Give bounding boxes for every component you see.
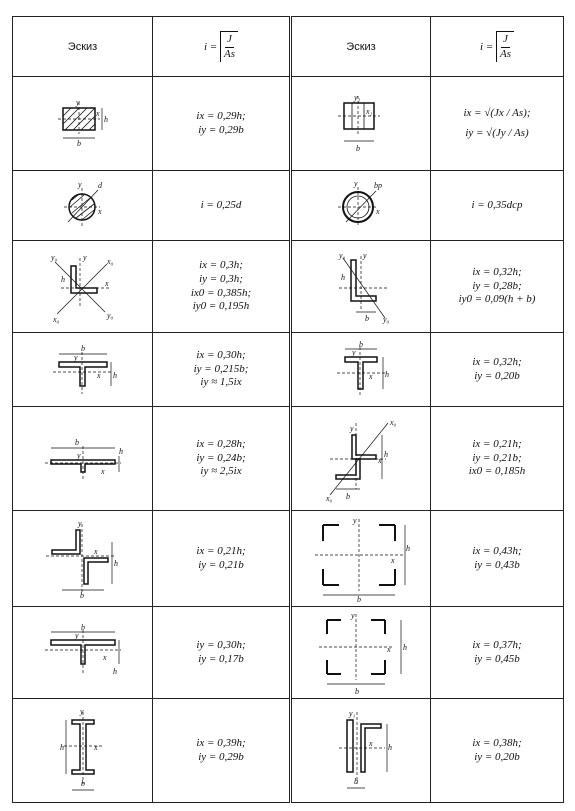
svg-text:y₀: y₀ — [383, 314, 390, 324]
sketch-unequal-angle — [291, 241, 431, 333]
svg-text:y₀: y₀ — [50, 252, 57, 262]
four-angle-tall-icon — [309, 610, 413, 696]
svg-text:b: b — [354, 776, 358, 786]
formula-cell: i = 0,25d — [153, 171, 291, 241]
svg-text:b: b — [357, 594, 361, 603]
sketch-four-angles — [291, 511, 431, 607]
twin-channel-icon — [325, 706, 397, 796]
sketch-rectangle-solid — [13, 77, 153, 171]
sketch-circle-tube — [291, 171, 431, 241]
svg-text:h: h — [341, 272, 345, 282]
svg-text:b: b — [80, 778, 85, 788]
svg-text:y₁: y₁ — [354, 92, 361, 102]
svg-text:x: x — [97, 206, 102, 216]
svg-text:y₀: y₀ — [339, 250, 346, 260]
svg-text:x: x — [387, 644, 391, 654]
table-row — [13, 511, 564, 607]
svg-text:h: h — [113, 558, 118, 568]
sketch-twin-angles-vertical — [13, 699, 153, 803]
svg-text:x: x — [376, 206, 380, 216]
formula-cell: ix = √(Jx / As); iy = √(Jy / As) — [431, 77, 564, 171]
formula-cell: ix = 0,21h; iy = 0,21b — [153, 511, 291, 607]
formula-cell: ix = 0,30h; iy = 0,215b; iy ≈ 1,5ix — [153, 333, 291, 407]
svg-text:h: h — [103, 114, 108, 124]
formula-cell: ix = 0,43h; iy = 0,43b — [431, 511, 564, 607]
twin-angle-vertical-icon — [48, 706, 118, 796]
svg-text:h: h — [388, 742, 392, 752]
sketch-circle-solid — [13, 171, 153, 241]
svg-text:y: y — [352, 347, 356, 357]
svg-text:y: y — [82, 252, 87, 262]
formula-cell: ix = 0,21h; iy = 0,21b; ix0 = 0,185h — [431, 407, 564, 511]
svg-text:h: h — [384, 449, 388, 459]
svg-text:y: y — [351, 610, 355, 620]
table-row — [13, 171, 564, 241]
svg-text:h: h — [60, 274, 65, 284]
svg-text:x: x — [93, 546, 98, 556]
svg-text:y: y — [363, 250, 367, 260]
formula-cell: iy = 0,30h; iy = 0,17b — [153, 607, 291, 699]
sketch-tee-wide — [13, 607, 153, 699]
svg-text:x₀: x₀ — [106, 256, 113, 266]
svg-text:y: y — [350, 423, 354, 433]
svg-text:b: b — [80, 622, 85, 632]
svg-text:bp: bp — [374, 180, 382, 190]
svg-text:h: h — [385, 369, 389, 379]
table-row — [13, 607, 564, 699]
svg-text:x: x — [391, 555, 395, 565]
formula-cell: ix = 0,37h; iy = 0,45b — [431, 607, 564, 699]
svg-text:h: h — [59, 742, 64, 752]
formula-cell: ix = 0,29h; iy = 0,29b — [153, 77, 291, 171]
sketch-tee-section — [13, 333, 153, 407]
svg-text:x: x — [369, 371, 373, 381]
svg-text:x: x — [378, 455, 382, 465]
sketch-rectangle-general — [291, 77, 431, 171]
radius-of-gyration-table — [12, 16, 564, 803]
narrow-tee-section-icon — [323, 339, 399, 401]
svg-text:h: h — [112, 666, 117, 676]
svg-text:x: x — [369, 738, 373, 748]
svg-text:b: b — [74, 437, 79, 447]
four-angle-box-icon — [309, 515, 413, 603]
cross-angles-icon — [42, 518, 124, 600]
wide-tee-icon — [41, 620, 125, 686]
svg-text:h: h — [403, 642, 407, 652]
svg-text:y: y — [353, 515, 357, 525]
table-row — [13, 699, 564, 803]
svg-text:h: h — [112, 370, 117, 380]
formula-cell: i = 0,35dср — [431, 171, 564, 241]
svg-text:x₀: x₀ — [52, 314, 59, 324]
svg-text:x: x — [95, 108, 100, 118]
formula-cell: ix = 0,32h; iy = 0,20b — [431, 333, 564, 407]
formula-cell: ix = 0,28h; iy = 0,24b; iy ≈ 2,5ix — [153, 407, 291, 511]
cruciform-angle-icon — [316, 413, 406, 505]
svg-text:b: b — [79, 590, 84, 600]
svg-text:b: b — [346, 491, 350, 501]
svg-text:x: x — [96, 370, 101, 380]
svg-text:y: y — [76, 450, 81, 460]
svg-text:y: y — [74, 630, 79, 640]
svg-text:h: h — [406, 543, 410, 553]
svg-text:b: b — [355, 686, 359, 696]
sketch-double-angle-tee — [13, 407, 153, 511]
svg-text:x₀: x₀ — [390, 417, 397, 427]
svg-text:y: y — [79, 706, 84, 716]
tube-section-icon — [326, 178, 396, 234]
svg-text:y: y — [75, 97, 80, 107]
rectangle-section-icon — [48, 94, 118, 154]
table-row — [13, 407, 564, 511]
svg-text:y₁: y₁ — [349, 708, 356, 718]
sketch-four-angles-tall — [291, 607, 431, 699]
svg-text:b: b — [80, 343, 85, 353]
svg-text:y₀: y₀ — [106, 310, 113, 320]
double-angle-tee-icon — [41, 434, 125, 484]
formula-cell: ix = 0,38h; iy = 0,20b — [431, 699, 564, 803]
sketch-tee-section-narrow — [291, 333, 431, 407]
svg-text:x₀: x₀ — [326, 493, 333, 503]
header-row — [13, 17, 564, 77]
equal-angle-icon — [43, 248, 123, 326]
table-row — [13, 241, 564, 333]
svg-text:x: x — [93, 742, 98, 752]
svg-text:b: b — [76, 138, 81, 148]
svg-text:y: y — [354, 178, 358, 188]
unequal-angle-icon — [321, 248, 401, 326]
formula-cell: ix = 0,39h; iy = 0,29b — [153, 699, 291, 803]
table-row — [13, 333, 564, 407]
sketch-cross-angles — [13, 511, 153, 607]
formula-header-right: i = $\frac{J}{As}$ — [431, 17, 564, 77]
svg-text:y: y — [73, 352, 78, 362]
svg-text:d: d — [97, 180, 102, 190]
svg-text:y: y — [77, 518, 82, 528]
svg-text:x: x — [104, 278, 109, 288]
svg-text:x₁: x₁ — [366, 106, 373, 116]
sketch-header-right: Эскиз — [291, 17, 431, 77]
svg-text:b: b — [365, 313, 369, 323]
formula-cell: ix = 0,3h; iy = 0,3h; ix0 = 0,385h; iy0 = 0,195h — [153, 241, 291, 333]
tee-section-icon — [45, 340, 121, 400]
formula-header-left: i = $\frac{J}{As}$ — [153, 17, 291, 77]
svg-text:x: x — [100, 466, 105, 476]
solid-circle-icon — [48, 178, 118, 234]
general-section-icon — [326, 91, 396, 157]
svg-text:b: b — [359, 339, 363, 349]
sketch-twin-channels — [291, 699, 431, 803]
sketch-header-left: Эскиз — [13, 17, 153, 77]
table-row — [13, 77, 564, 171]
svg-text:x: x — [102, 652, 107, 662]
svg-text:y: y — [77, 179, 82, 189]
formula-cell: ix = 0,32h; iy = 0,28b; iy0 = 0,09(h + b) — [431, 241, 564, 333]
sketch-equal-angle — [13, 241, 153, 333]
svg-text:b: b — [356, 143, 360, 153]
sketch-cruciform-angles — [291, 407, 431, 511]
svg-text:h: h — [118, 446, 123, 456]
